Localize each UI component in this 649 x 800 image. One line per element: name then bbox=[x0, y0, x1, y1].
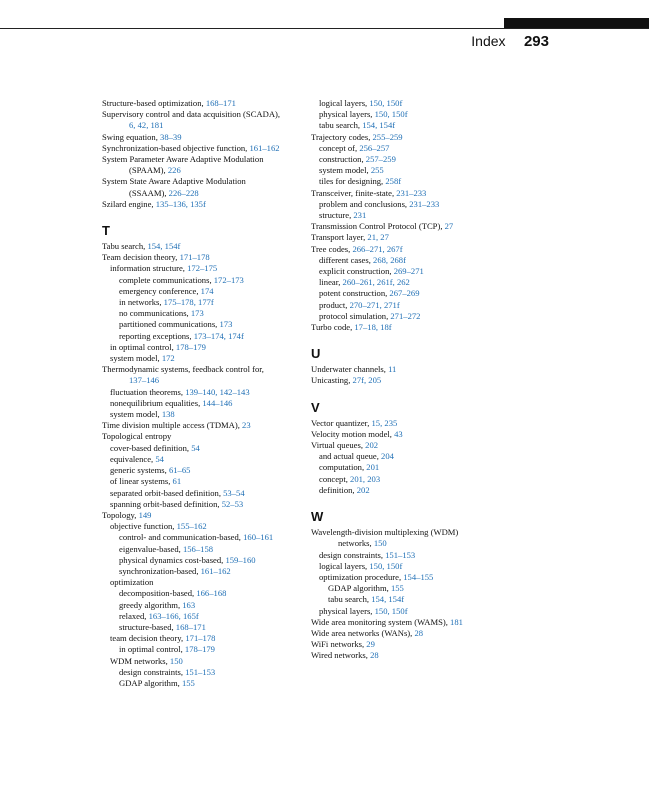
index-entry bbox=[102, 566, 302, 577]
index-entry bbox=[102, 387, 302, 398]
page-reference-link[interactable]: 168–171 bbox=[175, 621, 206, 632]
index-entry bbox=[102, 165, 302, 176]
index-term: product, bbox=[319, 299, 350, 310]
index-term: objective function, bbox=[110, 521, 177, 532]
index-entry bbox=[102, 286, 302, 297]
page-reference-link[interactable]: 161–162 bbox=[200, 565, 231, 576]
page-reference-link[interactable]: 202 bbox=[365, 440, 379, 451]
page-reference-link[interactable]: 178–179 bbox=[184, 644, 215, 655]
page-reference-link[interactable]: 150 bbox=[373, 538, 387, 549]
page-reference-link[interactable]: 150 bbox=[169, 655, 183, 666]
index-entry bbox=[102, 611, 302, 622]
index-term: fluctuation theorems, bbox=[110, 386, 186, 397]
index-entry bbox=[311, 639, 543, 650]
index-term: team decision theory, bbox=[110, 633, 186, 644]
page-reference-link[interactable]: 173 bbox=[219, 319, 233, 330]
index-term: linear, bbox=[319, 277, 343, 288]
index-entry bbox=[311, 418, 543, 429]
page-reference-link[interactable]: 23 bbox=[242, 420, 251, 431]
page-reference-link[interactable]: 155 bbox=[181, 677, 195, 688]
page-reference-link[interactable]: 27f, 205 bbox=[352, 375, 382, 386]
index-entry bbox=[311, 176, 543, 187]
index-term: WDM networks, bbox=[110, 655, 170, 666]
index-entry bbox=[311, 132, 543, 143]
index-term: System Parameter Aware Adaptive Modulation bbox=[102, 154, 264, 165]
index-entry bbox=[102, 577, 302, 588]
page-reference-link[interactable]: 166–168 bbox=[196, 588, 227, 599]
index-entry bbox=[102, 510, 302, 521]
index-term: optimization bbox=[110, 577, 154, 588]
index-term: Szilard engine, bbox=[102, 198, 156, 209]
index-entry bbox=[311, 188, 543, 199]
index-term: decomposition-based, bbox=[119, 588, 197, 599]
page-reference-link[interactable]: 255 bbox=[370, 165, 384, 176]
index-term: physical layers, bbox=[319, 109, 375, 120]
index-term: Underwater channels, bbox=[311, 364, 389, 375]
index-term: tiles for designing, bbox=[319, 176, 386, 187]
index-entry bbox=[102, 98, 302, 109]
index-entry bbox=[102, 263, 302, 274]
page-reference-link[interactable]: 150, 150f bbox=[374, 605, 408, 616]
index-entry bbox=[102, 622, 302, 633]
page-reference-link[interactable]: 61 bbox=[172, 476, 182, 487]
page-reference-link[interactable]: 29 bbox=[366, 639, 375, 650]
section-gap bbox=[102, 210, 302, 224]
index-entry bbox=[102, 431, 302, 442]
page-reference-link[interactable]: 255–259 bbox=[372, 131, 403, 142]
page-reference-link[interactable]: 135–136, 135f bbox=[155, 198, 206, 209]
index-term: Wide area networks (WANs), bbox=[311, 627, 415, 638]
index-entry bbox=[311, 244, 543, 255]
index-term: Wavelength-division multiplexing (WDM) bbox=[311, 527, 459, 538]
index-entry bbox=[102, 188, 302, 199]
page-reference-link[interactable]: 139–140, 142–143 bbox=[185, 386, 250, 397]
index-entry bbox=[102, 409, 302, 420]
index-entry bbox=[311, 462, 543, 473]
index-term: control- and communication-based, bbox=[119, 532, 244, 543]
index-entry bbox=[102, 342, 302, 353]
page-reference-link[interactable]: 6, 42, 181 bbox=[129, 120, 164, 131]
index-entry bbox=[102, 443, 302, 454]
index-entry bbox=[102, 297, 302, 308]
index-section-letter: U bbox=[311, 346, 321, 362]
index-term: logical layers, bbox=[319, 560, 370, 571]
page-reference-link[interactable]: 137–146 bbox=[129, 375, 160, 386]
index-entry bbox=[311, 210, 543, 221]
index-entry bbox=[311, 527, 543, 538]
index-column-left bbox=[102, 98, 302, 689]
index-entry bbox=[102, 199, 302, 210]
index-term: physical layers, bbox=[319, 605, 375, 616]
index-entry bbox=[311, 109, 543, 120]
index-term: Trajectory codes, bbox=[311, 131, 373, 142]
page-reference-link[interactable]: 151–153 bbox=[385, 549, 416, 560]
index-term: System State Aware Adaptive Modulation bbox=[102, 176, 246, 187]
page-reference-link[interactable]: 231 bbox=[353, 210, 367, 221]
page-reference-link[interactable]: 155 bbox=[390, 583, 404, 594]
index-term: Time division multiple access (TDMA), bbox=[102, 420, 243, 431]
index-term: tabu search, bbox=[319, 120, 363, 131]
index-entry bbox=[102, 667, 302, 678]
index-entry bbox=[102, 132, 302, 143]
index-term: Topology, bbox=[102, 509, 139, 520]
page-reference-link[interactable]: 17–18, 18f bbox=[354, 322, 392, 333]
index-term: construction, bbox=[319, 154, 366, 165]
page-reference-link[interactable]: 154, 154f bbox=[147, 241, 181, 252]
page-reference-link[interactable]: 175–178, 177f bbox=[163, 297, 214, 308]
page-reference-link[interactable]: 154–155 bbox=[403, 571, 434, 582]
index-entry bbox=[311, 311, 543, 322]
index-entry bbox=[102, 465, 302, 476]
index-section-letter: W bbox=[311, 509, 324, 525]
page-reference-link[interactable]: 267–269 bbox=[389, 288, 420, 299]
page-reference-link[interactable]: 168–171 bbox=[205, 98, 236, 108]
page-reference-link[interactable]: 226–228 bbox=[168, 187, 199, 198]
index-term: in networks, bbox=[119, 297, 164, 308]
index-term: concept of, bbox=[319, 142, 360, 153]
page-reference-link[interactable]: 15, 235 bbox=[371, 417, 398, 428]
index-term: synchronization-based, bbox=[119, 565, 201, 576]
index-entry bbox=[102, 308, 302, 319]
header-rule bbox=[0, 28, 649, 29]
section-label: Index bbox=[471, 33, 506, 49]
index-term: Turbo code, bbox=[311, 322, 355, 333]
page-reference-link[interactable]: 256–257 bbox=[359, 142, 390, 153]
page-reference-link[interactable]: 43 bbox=[394, 428, 403, 439]
page-reference-link[interactable]: 171–178 bbox=[185, 633, 216, 644]
page-reference-link[interactable]: 257–259 bbox=[365, 154, 396, 165]
page-reference-link[interactable]: 231–233 bbox=[409, 198, 440, 209]
page-reference-link[interactable]: 163–166, 165f bbox=[148, 610, 199, 621]
index-entry bbox=[311, 120, 543, 131]
index-term: Supervisory control and data acquisition (SCADA), bbox=[102, 109, 281, 120]
index-term: structure-based, bbox=[119, 621, 176, 632]
index-entry bbox=[102, 275, 302, 286]
page-reference-link[interactable]: 172 bbox=[161, 353, 175, 364]
page-reference-link[interactable]: 171–178 bbox=[179, 252, 210, 263]
index-entry bbox=[102, 600, 302, 611]
index-entry bbox=[311, 322, 543, 333]
index-term: definition, bbox=[319, 484, 357, 495]
index-term: networks, bbox=[338, 538, 374, 549]
index-entry bbox=[311, 561, 543, 572]
index-term: tabu search, bbox=[328, 594, 372, 605]
index-term: Thermodynamic systems, feedback control for, bbox=[102, 364, 264, 375]
index-entry bbox=[102, 532, 302, 543]
index-term: Structure-based optimization, bbox=[102, 98, 206, 108]
index-entry bbox=[102, 588, 302, 599]
index-entry bbox=[311, 375, 543, 386]
index-term: physical dynamics cost-based, bbox=[119, 554, 226, 565]
index-term: GDAP algorithm, bbox=[119, 677, 182, 688]
index-term: computation, bbox=[319, 462, 367, 473]
page-reference-link[interactable]: 155–162 bbox=[176, 521, 207, 532]
index-term: relaxed, bbox=[119, 610, 149, 621]
index-entry bbox=[311, 266, 543, 277]
index-term: concept, bbox=[319, 473, 351, 484]
page-reference-link[interactable]: 150, 150f bbox=[374, 109, 408, 120]
index-term: Transport layer, bbox=[311, 232, 368, 243]
index-entry bbox=[311, 628, 543, 639]
index-entry bbox=[102, 633, 302, 644]
page-reference-link[interactable]: 163 bbox=[182, 599, 196, 610]
page-reference-link[interactable]: 270–271, 271f bbox=[349, 299, 400, 310]
index-entry bbox=[311, 255, 543, 266]
page-reference-link[interactable]: 151–153 bbox=[185, 666, 216, 677]
index-term: partitioned communications, bbox=[119, 319, 220, 330]
index-entry bbox=[102, 331, 302, 342]
index-term: nonequilibrium equalities, bbox=[110, 397, 203, 408]
index-entry bbox=[102, 476, 302, 487]
index-entry bbox=[102, 241, 302, 252]
index-entry bbox=[102, 154, 302, 165]
index-entry bbox=[311, 617, 543, 628]
page-reference-link[interactable]: 181 bbox=[450, 616, 463, 627]
index-term: system model, bbox=[319, 165, 371, 176]
index-entry bbox=[102, 176, 302, 187]
index-entry bbox=[102, 555, 302, 566]
index-entry bbox=[311, 300, 543, 311]
index-entry bbox=[102, 656, 302, 667]
page-reference-link[interactable]: 160–161 bbox=[243, 532, 274, 543]
index-entry bbox=[102, 521, 302, 532]
page-reference-link[interactable]: 173 bbox=[190, 308, 204, 319]
page-reference-link[interactable]: 52–53 bbox=[221, 498, 244, 509]
index-term: Unicasting, bbox=[311, 375, 353, 386]
index-term: explicit construction, bbox=[319, 266, 394, 277]
index-entry bbox=[311, 429, 543, 440]
page-reference-link[interactable]: 201 bbox=[366, 462, 380, 473]
index-entry bbox=[311, 485, 543, 496]
index-term: eigenvalue-based, bbox=[119, 543, 183, 554]
page-reference-link[interactable]: 268, 268f bbox=[373, 254, 406, 265]
index-entry bbox=[102, 544, 302, 555]
page-reference-link[interactable]: 21, 27 bbox=[367, 232, 389, 243]
index-term: of linear systems, bbox=[110, 476, 173, 487]
page-reference-link[interactable]: 172–173 bbox=[213, 274, 244, 285]
index-entry bbox=[102, 353, 302, 364]
index-entry bbox=[311, 364, 543, 375]
index-entry bbox=[311, 474, 543, 485]
index-entry bbox=[102, 398, 302, 409]
index-entry bbox=[311, 232, 543, 243]
index-entry bbox=[102, 143, 302, 154]
index-term: greedy algorithm, bbox=[119, 599, 183, 610]
index-entry bbox=[102, 120, 302, 131]
page-reference-link[interactable]: 269–271 bbox=[393, 266, 424, 277]
index-term: Topological entropy bbox=[102, 431, 172, 442]
index-entry bbox=[102, 499, 302, 510]
page-reference-link[interactable]: 150, 150f bbox=[369, 560, 403, 571]
index-entry bbox=[311, 221, 543, 232]
index-entry bbox=[102, 454, 302, 465]
index-entry bbox=[311, 143, 543, 154]
index-term: system model, bbox=[110, 353, 162, 364]
page-reference-link[interactable]: 53–54 bbox=[223, 487, 245, 498]
page-reference-link[interactable]: 174 bbox=[200, 285, 214, 296]
page-reference-link[interactable]: 144–146 bbox=[202, 397, 233, 408]
index-term: Virtual queues, bbox=[311, 440, 366, 451]
page-reference-link[interactable]: 154, 154f bbox=[371, 594, 405, 605]
page-reference-link[interactable]: 204 bbox=[381, 451, 394, 462]
index-term: separated orbit-based definition, bbox=[110, 487, 224, 498]
index-term: Transmission Control Protocol (TCP), bbox=[311, 221, 445, 232]
index-term: complete communications, bbox=[119, 274, 214, 285]
page-reference-link[interactable]: 266–271, 267f bbox=[352, 243, 403, 254]
index-entry bbox=[311, 288, 543, 299]
index-entry bbox=[311, 154, 543, 165]
index-term: cover-based definition, bbox=[110, 442, 192, 453]
page-reference-link[interactable]: 202 bbox=[356, 484, 370, 495]
index-term: and actual queue, bbox=[319, 451, 382, 462]
index-entry bbox=[311, 650, 543, 661]
index-term: no communications, bbox=[119, 308, 191, 319]
index-entry bbox=[311, 594, 543, 605]
page-reference-link[interactable]: 150, 150f bbox=[369, 98, 403, 108]
index-entry bbox=[311, 550, 543, 561]
index-term: system model, bbox=[110, 409, 162, 420]
page-reference-link[interactable]: 172–175 bbox=[187, 263, 218, 274]
index-term: problem and conclusions, bbox=[319, 198, 410, 209]
index-term: Tabu search, bbox=[102, 241, 148, 252]
page-reference-link[interactable]: 138 bbox=[161, 409, 175, 420]
index-term: equivalence, bbox=[110, 453, 156, 464]
index-entry bbox=[311, 440, 543, 451]
page-reference-link[interactable]: 28 bbox=[414, 627, 424, 638]
index-entry bbox=[311, 277, 543, 288]
index-term: (SSAAM), bbox=[129, 187, 169, 198]
section-gap bbox=[311, 333, 543, 347]
index-term: in optimal control, bbox=[110, 341, 176, 352]
index-entry bbox=[311, 451, 543, 462]
page-reference-link[interactable]: 54 bbox=[155, 453, 164, 464]
page-reference-link[interactable]: 54 bbox=[191, 442, 200, 453]
index-term: Tree codes, bbox=[311, 243, 353, 254]
index-section-letter: V bbox=[311, 399, 320, 415]
page-reference-link[interactable]: 258f bbox=[385, 176, 402, 187]
index-entry bbox=[102, 375, 302, 386]
index-term: Wired networks, bbox=[311, 650, 371, 661]
page-reference-link[interactable]: 271–272 bbox=[390, 310, 421, 321]
index-term: logical layers, bbox=[319, 98, 370, 108]
page-reference-link[interactable]: 149 bbox=[138, 509, 152, 520]
index-term: Team decision theory, bbox=[102, 252, 180, 263]
index-entry bbox=[311, 572, 543, 583]
index-term: information structure, bbox=[110, 263, 188, 274]
page-reference-link[interactable]: 154, 154f bbox=[362, 120, 396, 131]
running-header bbox=[471, 33, 549, 51]
index-term: Velocity motion model, bbox=[311, 428, 395, 439]
page-reference-link[interactable]: 61–65 bbox=[168, 465, 191, 476]
page-number: 293 bbox=[523, 33, 549, 50]
index-term: design constraints, bbox=[319, 549, 386, 560]
page-reference-link[interactable]: 38–39 bbox=[160, 131, 182, 142]
page-reference-link[interactable]: 226 bbox=[167, 165, 181, 176]
index-term: structure, bbox=[319, 210, 354, 221]
page-reference-link[interactable]: 161–162 bbox=[249, 142, 280, 153]
index-entry bbox=[311, 538, 543, 549]
index-term: protocol simulation, bbox=[319, 310, 391, 321]
page-reference-link[interactable]: 178–179 bbox=[175, 341, 206, 352]
index-entry bbox=[311, 583, 543, 594]
index-term: Swing equation, bbox=[102, 131, 161, 142]
index-term: Transceiver, finite-state, bbox=[311, 187, 397, 198]
index-term: reporting exceptions, bbox=[119, 330, 194, 341]
index-entry bbox=[311, 606, 543, 617]
index-entry bbox=[102, 420, 302, 431]
index-term: in optimal control, bbox=[119, 644, 185, 655]
page-reference-link[interactable]: 156–158 bbox=[182, 543, 214, 554]
index-term: Synchronization-based objective function, bbox=[102, 142, 250, 153]
page-reference-link[interactable]: 28 bbox=[370, 650, 379, 661]
index-entry bbox=[102, 319, 302, 330]
index-entry bbox=[102, 488, 302, 499]
index-entry bbox=[311, 199, 543, 210]
page-reference-link[interactable]: 27 bbox=[444, 221, 454, 232]
index-term: spanning orbit-based definition, bbox=[110, 498, 222, 509]
index-term: Vector quantizer, bbox=[311, 417, 372, 428]
index-term: GDAP algorithm, bbox=[328, 583, 391, 594]
index-section-letter: T bbox=[102, 223, 110, 239]
section-gap bbox=[311, 387, 543, 401]
index-term: design constraints, bbox=[119, 666, 186, 677]
index-term: (SPAAM), bbox=[129, 165, 168, 176]
index-entry bbox=[102, 364, 302, 375]
index-term: emergency conference, bbox=[119, 285, 201, 296]
index-entry bbox=[102, 109, 302, 120]
page-reference-link[interactable]: 231–233 bbox=[396, 187, 427, 198]
page-reference-link[interactable]: 201, 203 bbox=[350, 473, 381, 484]
index-entry bbox=[311, 98, 543, 109]
index-term: Wide area monitoring system (WAMS), bbox=[311, 616, 451, 627]
page-reference-link[interactable]: 173–174, 174f bbox=[193, 330, 244, 341]
index-term: different cases, bbox=[319, 254, 374, 265]
index-entry bbox=[102, 252, 302, 263]
index-term: potent construction, bbox=[319, 288, 390, 299]
page-reference-link[interactable]: 159–160 bbox=[225, 554, 256, 565]
index-term: WiFi networks, bbox=[311, 639, 367, 650]
index-column-right bbox=[311, 98, 543, 662]
index-entry bbox=[102, 678, 302, 689]
index-entry bbox=[311, 165, 543, 176]
page-reference-link[interactable]: 260–261, 261f, 262 bbox=[342, 277, 410, 288]
index-term: optimization procedure, bbox=[319, 571, 404, 582]
index-entry bbox=[102, 644, 302, 655]
section-gap bbox=[311, 496, 543, 510]
page-reference-link[interactable]: 11 bbox=[388, 364, 397, 375]
index-term: generic systems, bbox=[110, 465, 169, 476]
